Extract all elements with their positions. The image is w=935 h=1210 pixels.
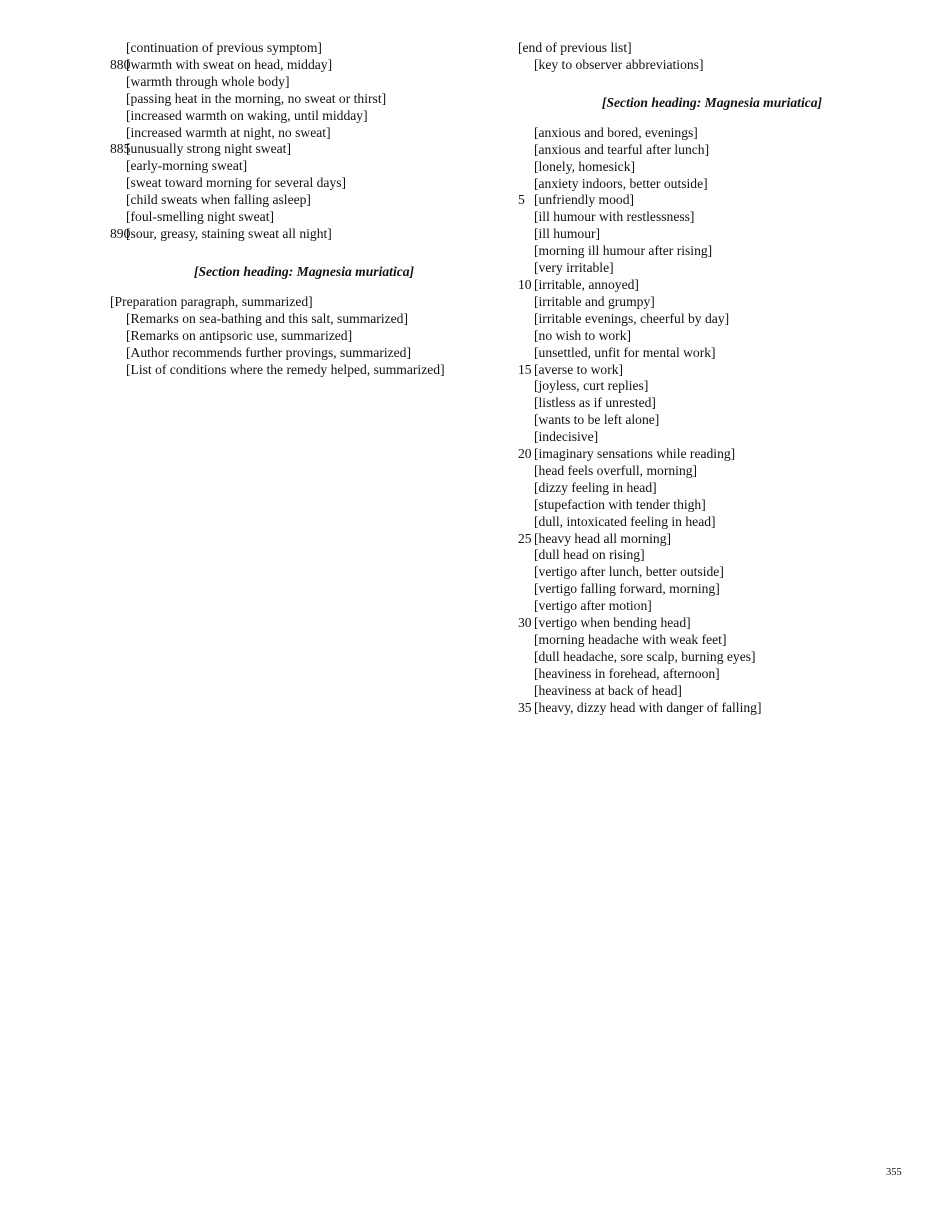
symptom-entry xyxy=(110,40,498,57)
entry-number: 885 xyxy=(110,141,131,157)
entry-text: [imaginary sensations while reading] xyxy=(534,446,736,462)
entry-text: [head feels overfull, morning] xyxy=(534,462,698,478)
symptom-entry xyxy=(518,480,906,497)
symptom-entry xyxy=(110,226,498,243)
entry-text: [joyless, curt replies] xyxy=(534,378,649,394)
entry-text: [unusually strong night sweat] xyxy=(126,141,291,157)
symptom-entry xyxy=(518,514,906,531)
symptom-entry xyxy=(518,666,906,683)
entry-text: [wants to be left alone] xyxy=(534,412,660,428)
entry-text: [increased warmth on waking, until midday] xyxy=(126,107,368,123)
entry-text: [stupefaction with tender thigh] xyxy=(534,496,706,512)
entry-text: [irritable and grumpy] xyxy=(534,293,655,309)
entry-text: [morning headache with weak feet] xyxy=(534,632,727,647)
symptom-list-right xyxy=(518,125,906,717)
entry-text: [dull headache, sore scalp, burning eyes] xyxy=(534,648,756,664)
entry-text: [heavy head all morning] xyxy=(534,530,672,546)
entry-text: [heaviness in forehead, afternoon] xyxy=(534,665,720,681)
entry-text: [dizzy feeling in head] xyxy=(534,479,657,495)
paragraph: [key to observer abbreviations] xyxy=(534,56,704,72)
symptom-entry xyxy=(518,277,906,294)
symptom-entry xyxy=(518,260,906,277)
intro-paragraphs xyxy=(518,40,906,74)
symptom-entry xyxy=(518,564,906,581)
entry-text: [vertigo after motion] xyxy=(534,598,652,614)
entry-text: [dull, intoxicated feeling in head] xyxy=(534,513,716,529)
entry-number: 15 xyxy=(518,361,532,377)
entry-text: [early-morning sweat] xyxy=(126,158,248,174)
entry-text: [lonely, homesick] xyxy=(534,158,636,174)
symptom-entry xyxy=(518,547,906,564)
entry-text: [increased warmth at night, no sweat] xyxy=(126,124,331,140)
entry-text: [irritable, annoyed] xyxy=(534,276,639,292)
entry-text: [warmth through whole body] xyxy=(126,73,290,89)
paragraph: [Preparation paragraph, summarized] xyxy=(110,293,313,309)
section-title-right: [Section heading: Magnesia muriatica] xyxy=(601,94,823,110)
symptom-entry xyxy=(518,226,906,243)
symptom-entry xyxy=(518,632,906,649)
symptom-entry xyxy=(518,192,906,209)
entry-text: [averse to work] xyxy=(534,361,624,377)
entry-text: [anxious and bored, evenings] xyxy=(534,124,698,140)
symptom-entry xyxy=(518,395,906,412)
entry-text: [ill humour] xyxy=(534,226,601,242)
left-column xyxy=(110,40,498,378)
symptom-entry xyxy=(518,429,906,446)
entry-text: [morning ill humour after rising] xyxy=(534,243,713,259)
symptom-entry xyxy=(518,125,906,142)
entry-text: [listless as if unrested] xyxy=(534,395,656,411)
entry-text: [child sweats when falling asleep] xyxy=(126,192,311,208)
entry-text: [continuation of previous symptom] xyxy=(126,40,322,55)
symptom-entry xyxy=(110,175,498,192)
right-column xyxy=(518,40,906,717)
prose-paragraphs xyxy=(110,294,498,379)
entry-text: [no wish to work] xyxy=(534,327,632,343)
entry-text: [heavy, dizzy head with danger of falling] xyxy=(534,699,762,715)
symptom-entry xyxy=(518,497,906,514)
paragraph: [Remarks on sea-bathing and this salt, summarized] xyxy=(126,310,408,326)
symptom-entry xyxy=(110,108,498,125)
symptom-entry xyxy=(518,209,906,226)
entry-text: [unsettled, unfit for mental work] xyxy=(534,344,716,360)
symptom-entry xyxy=(110,209,498,226)
entry-number: 890 xyxy=(110,225,131,241)
paragraph: [end of previous list] xyxy=(518,40,632,55)
symptom-entry xyxy=(518,345,906,362)
entry-text: [indecisive] xyxy=(534,429,599,445)
entry-text: [anxious and tearful after lunch] xyxy=(534,141,710,157)
entry-text: [passing heat in the morning, no sweat or thirst] xyxy=(126,90,387,106)
entry-text: [vertigo falling forward, morning] xyxy=(534,581,720,597)
symptom-entry xyxy=(518,159,906,176)
symptom-entry xyxy=(110,57,498,74)
page-number: 355 xyxy=(886,1167,902,1178)
entry-number: 880 xyxy=(110,56,131,72)
symptom-entry xyxy=(518,531,906,548)
symptom-entry xyxy=(518,378,906,395)
symptom-entry xyxy=(110,192,498,209)
entry-text: [sour, greasy, staining sweat all night] xyxy=(126,225,332,241)
symptom-entry xyxy=(518,683,906,700)
symptom-entry xyxy=(518,311,906,328)
symptom-entry xyxy=(518,446,906,463)
entry-number: 20 xyxy=(518,446,532,462)
entry-number: 25 xyxy=(518,530,532,546)
symptom-list-left-top xyxy=(110,40,498,243)
symptom-entry xyxy=(518,700,906,717)
symptom-entry xyxy=(518,581,906,598)
symptom-entry xyxy=(518,294,906,311)
symptom-entry xyxy=(518,615,906,632)
symptom-entry xyxy=(110,141,498,158)
entry-text: [anxiety indoors, better outside] xyxy=(534,175,708,191)
entry-text: [irritable evenings, cheerful by day] xyxy=(534,310,730,326)
entry-number: 30 xyxy=(518,615,532,631)
entry-text: [foul-smelling night sweat] xyxy=(126,209,274,225)
entry-text: [sweat toward morning for several days] xyxy=(126,175,347,191)
entry-text: [ill humour with restlessness] xyxy=(534,209,695,225)
entry-text: [vertigo when bending head] xyxy=(534,615,691,631)
symptom-entry xyxy=(110,74,498,91)
symptom-entry xyxy=(110,125,498,142)
symptom-entry xyxy=(518,142,906,159)
paragraph: [Remarks on antipsoric use, summarized] xyxy=(126,327,353,343)
entry-text: [warmth with sweat on head, midday] xyxy=(126,56,333,72)
paragraph: [List of conditions where the remedy helped, summarized] xyxy=(126,361,445,377)
section-title-left: [Section heading: Magnesia muriatica] xyxy=(193,263,415,279)
entry-text: [unfriendly mood] xyxy=(534,192,635,208)
symptom-entry xyxy=(110,158,498,175)
symptom-entry xyxy=(518,362,906,379)
symptom-entry xyxy=(518,463,906,480)
symptom-entry xyxy=(518,176,906,193)
paragraph: [Author recommends further provings, summarized] xyxy=(126,344,412,360)
entry-text: [vertigo after lunch, better outside] xyxy=(534,564,724,580)
symptom-entry xyxy=(518,412,906,429)
entry-text: [dull head on rising] xyxy=(534,547,645,563)
symptom-entry xyxy=(518,328,906,345)
entry-text: [heaviness at back of head] xyxy=(534,682,682,698)
entry-number: 35 xyxy=(518,699,532,715)
entry-number: 10 xyxy=(518,276,532,292)
entry-text: [very irritable] xyxy=(534,260,614,276)
symptom-entry xyxy=(518,649,906,666)
entry-number: 5 xyxy=(518,192,525,208)
symptom-entry xyxy=(518,598,906,615)
symptom-entry xyxy=(518,243,906,260)
symptom-entry xyxy=(110,91,498,108)
